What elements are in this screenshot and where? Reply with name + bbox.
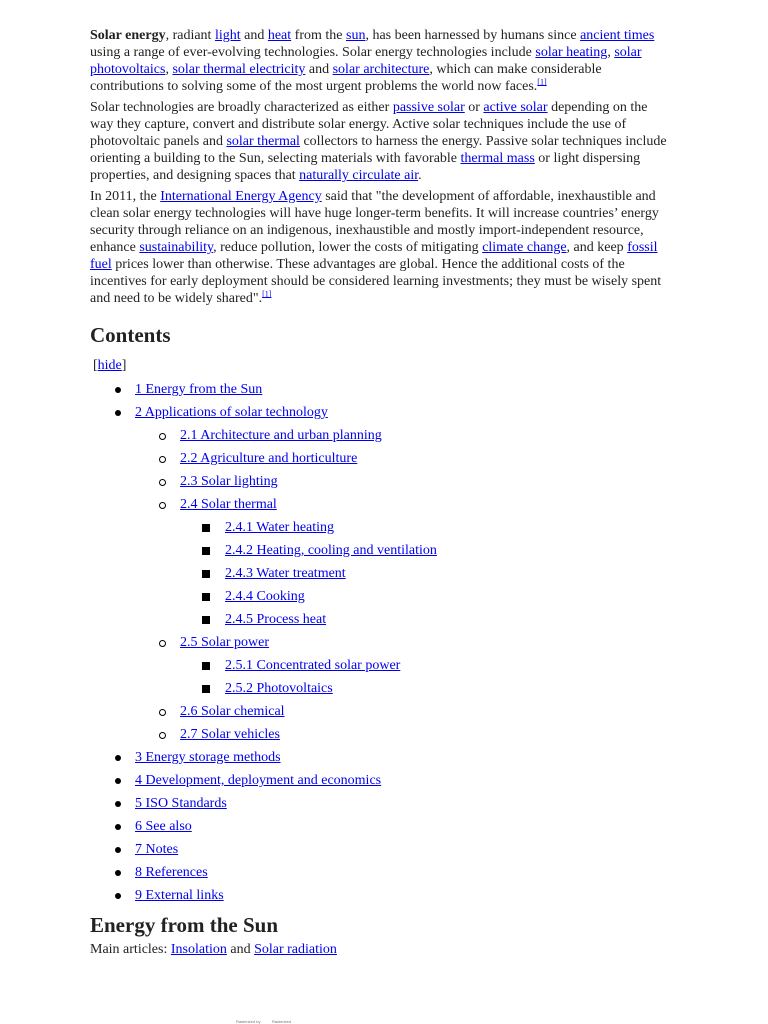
text: , <box>607 45 615 60</box>
toc-item <box>135 450 670 468</box>
text: , <box>165 62 173 77</box>
toc-link-external-links[interactable]: 9 External links <box>135 888 224 903</box>
link-solar-heating[interactable]: solar heating <box>535 45 608 60</box>
toc-link-water-treatment[interactable]: 2.4.3 Water treatment <box>225 566 346 581</box>
toc-item <box>180 565 670 583</box>
link-solar-thermal[interactable]: solar thermal <box>226 134 300 149</box>
link-climate-change[interactable]: climate change <box>482 240 567 255</box>
citation-1[interactable]: [1] <box>537 77 547 87</box>
text: said that "the development of affordable, inexhaustible and clean solar energy technologies will have huge longer-term benefits. It will increase countries’ energy security through reliance on an indigenous, inexhaustible and mostly import-independent resource, enhance <box>90 189 659 255</box>
toc-item <box>90 818 670 836</box>
text: using a range of ever-evolving technologies. Solar energy technologies include <box>90 45 536 60</box>
lead-term: Solar energy <box>90 28 166 43</box>
link-light[interactable]: light <box>214 28 241 43</box>
section-heading: Energy from the Sun <box>90 913 279 937</box>
text: . <box>418 168 422 183</box>
text: depending on the way they capture, convert and distribute solar energy. Active solar techniques include the use of photovoltaic panels and <box>90 100 648 149</box>
toc-item <box>180 680 670 698</box>
link-solar-thermal-electricity[interactable]: solar thermal electricity <box>172 62 306 77</box>
text: , reduce pollution, lower the costs of mitigating <box>213 240 483 255</box>
toc-item <box>90 749 670 767</box>
toc-sublist <box>180 519 670 629</box>
text: , which can make considerable contributions to solving some of the most urgent problems the world now faces. <box>90 62 602 94</box>
link-solar-photovoltaics[interactable]: solar photovoltaics <box>90 45 642 77</box>
toc-item <box>90 864 670 882</box>
toc-link-references[interactable]: 8 References <box>135 865 208 880</box>
link-fossil-fuel[interactable]: fossil fuel <box>90 240 658 272</box>
text: , radiant <box>165 28 215 43</box>
toc-link-cooking[interactable]: 2.4.4 Cooking <box>225 589 305 604</box>
toc-item <box>90 795 670 813</box>
link-ancient-times[interactable]: ancient times <box>580 28 655 43</box>
toc-item <box>90 841 670 859</box>
toc-link-energy-from-the-sun[interactable]: 1 Energy from the Sun <box>135 382 263 397</box>
footer-mark-left: Rasterized by <box>236 1019 261 1024</box>
toc-link-solar-power[interactable]: 2.5 Solar power <box>180 635 270 650</box>
text: Main articles: <box>90 942 171 957</box>
text: collectors to harness the energy. Passive solar techniques include orienting a building to the Sun, selecting materials with favorable <box>90 134 667 166</box>
text: or <box>464 100 484 115</box>
text: Solar technologies are broadly characterized as either <box>90 100 393 115</box>
text: In 2011, the <box>90 189 161 204</box>
text: , and keep <box>566 240 628 255</box>
toc-link-architecture[interactable]: 2.1 Architecture and urban planning <box>180 428 382 443</box>
toc-link-water-heating[interactable]: 2.4.1 Water heating <box>225 520 335 535</box>
footer-mark-right: Rasterized <box>272 1019 292 1024</box>
toc-sublist <box>180 657 670 698</box>
toc-toggle <box>93 357 670 375</box>
intro-paragraph-1 <box>90 27 670 95</box>
citation-1[interactable]: [1] <box>262 289 272 299</box>
text: and <box>305 62 333 77</box>
toc-item <box>180 611 670 629</box>
toc-item <box>135 427 670 445</box>
toc-link-process-heat[interactable]: 2.4.5 Process heat <box>225 612 327 627</box>
text: from the <box>291 28 346 43</box>
toc-link-applications[interactable]: 2 Applications of solar technology <box>135 405 328 420</box>
link-sun[interactable]: sun <box>346 28 366 43</box>
link-solar-architecture[interactable]: solar architecture <box>332 62 430 77</box>
toc-item <box>90 404 670 744</box>
link-iea[interactable]: International Energy Agency <box>160 189 322 204</box>
toc-link-iso-standards[interactable]: 5 ISO Standards <box>135 796 227 811</box>
text: prices lower than otherwise. These advantages are global. Hence the additional costs of the incentives for early deployment should be considered learning investments; they must be wisely spent and need to be widely shared". <box>90 257 662 306</box>
link-thermal-mass[interactable]: thermal mass <box>460 151 535 166</box>
toc-hide-link[interactable]: hide <box>97 358 122 373</box>
toc-item <box>180 588 670 606</box>
link-insolation[interactable]: Insolation <box>170 942 227 957</box>
link-heat[interactable]: heat <box>267 28 292 43</box>
toc-link-solar-lighting[interactable]: 2.3 Solar lighting <box>180 474 278 489</box>
toc-item <box>90 381 670 399</box>
bracket: [ <box>93 358 98 373</box>
toc-link-concentrated-solar[interactable]: 2.5.1 Concentrated solar power <box>225 658 401 673</box>
toc-item <box>180 519 670 537</box>
text: and <box>240 28 268 43</box>
text: , has been harnessed by humans since <box>365 28 581 43</box>
toc-link-heating-cooling[interactable]: 2.4.2 Heating, cooling and ventilation <box>225 543 437 558</box>
toc-item <box>90 887 670 905</box>
toc-link-see-also[interactable]: 6 See also <box>135 819 192 834</box>
toc-item <box>135 726 670 744</box>
text: or light dispersing properties, and designing spaces that <box>90 151 641 183</box>
toc-item <box>180 657 670 675</box>
toc-link-photovoltaics[interactable]: 2.5.2 Photovoltaics <box>225 681 333 696</box>
text: and <box>226 942 255 957</box>
intro-paragraph-3 <box>90 188 670 307</box>
toc-link-notes[interactable]: 7 Notes <box>135 842 179 857</box>
link-naturally-circulate-air[interactable]: naturally circulate air <box>299 168 419 183</box>
toc-link-energy-storage[interactable]: 3 Energy storage methods <box>135 750 281 765</box>
toc-item <box>180 542 670 560</box>
toc-sublist <box>135 427 670 744</box>
link-sustainability[interactable]: sustainability <box>139 240 214 255</box>
toc-link-solar-chemical[interactable]: 2.6 Solar chemical <box>180 704 285 719</box>
intro-paragraph-2 <box>90 99 670 184</box>
link-passive-solar[interactable]: passive solar <box>392 100 465 115</box>
toc-title: Contents <box>90 323 171 347</box>
bracket: ] <box>121 358 127 373</box>
toc-link-agriculture[interactable]: 2.2 Agriculture and horticulture <box>180 451 358 466</box>
toc-item <box>135 496 670 629</box>
toc-item <box>135 473 670 491</box>
toc-item <box>135 703 670 721</box>
toc-link-solar-thermal[interactable]: 2.4 Solar thermal <box>180 497 277 512</box>
link-active-solar[interactable]: active solar <box>483 100 548 115</box>
toc-item <box>90 772 670 790</box>
article-body <box>90 27 670 959</box>
main-articles-note <box>90 941 670 959</box>
toc-list <box>90 381 670 905</box>
link-solar-radiation[interactable]: Solar radiation <box>254 942 337 957</box>
toc-link-solar-vehicles[interactable]: 2.7 Solar vehicles <box>180 727 280 742</box>
toc-link-development[interactable]: 4 Development, deployment and economics <box>135 773 382 788</box>
toc-item <box>135 634 670 698</box>
